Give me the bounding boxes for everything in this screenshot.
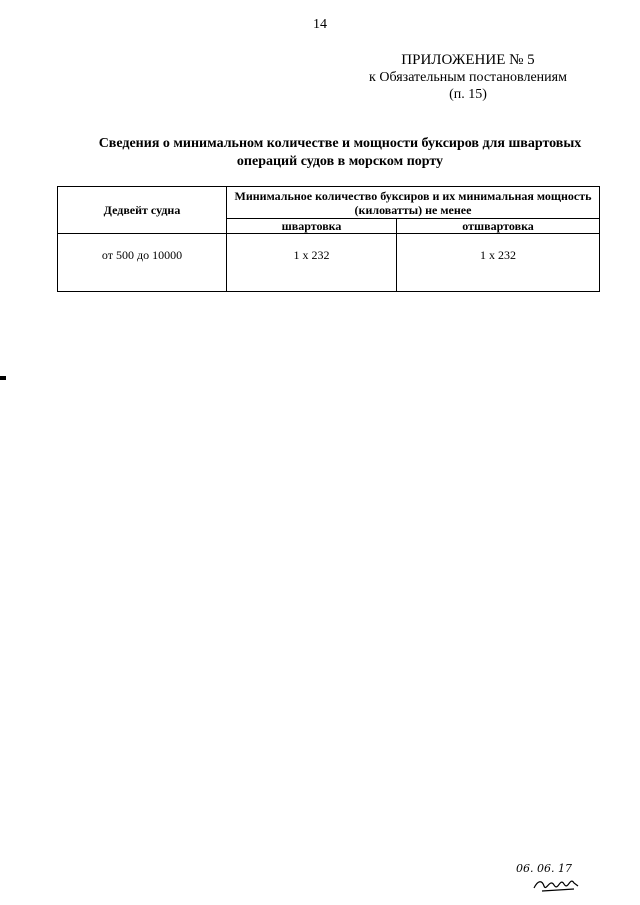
table-row xyxy=(58,234,600,292)
cell-deadweight: от 500 до 10000 xyxy=(58,234,227,292)
page-number: 14 xyxy=(313,17,327,32)
appendix-title: ПРИЛОЖЕНИЕ № 5 xyxy=(401,52,535,68)
cell-mooring: 1 x 232 xyxy=(227,234,397,292)
header-unmooring: отшвартовка xyxy=(397,219,600,234)
signature-scribble xyxy=(534,881,578,891)
header-deadweight: Дедвейт судна xyxy=(58,187,227,234)
scan-edge-mark xyxy=(0,376,6,380)
handwritten-signature xyxy=(512,858,592,894)
appendix-block xyxy=(338,52,598,103)
table-header-row xyxy=(58,187,600,219)
document-title-line-2: операций судов в морском порту xyxy=(236,154,444,169)
header-mooring: швартовка xyxy=(227,219,397,234)
appendix-clause: (п. 15) xyxy=(449,87,487,102)
header-tug-requirements: Минимальное количество буксиров и их минимальная мощность (киловатты) не менее xyxy=(227,187,600,219)
handwritten-date: 06. 06. 17 xyxy=(516,862,572,875)
appendix-reference: к Обязательным постановлениям xyxy=(369,70,567,85)
tug-requirements-table xyxy=(57,186,600,292)
cell-unmooring: 1 x 232 xyxy=(397,234,600,292)
document-title-line-1: Сведения о минимальном количестве и мощности буксиров для швартовых xyxy=(98,136,582,151)
document-title xyxy=(60,135,620,171)
